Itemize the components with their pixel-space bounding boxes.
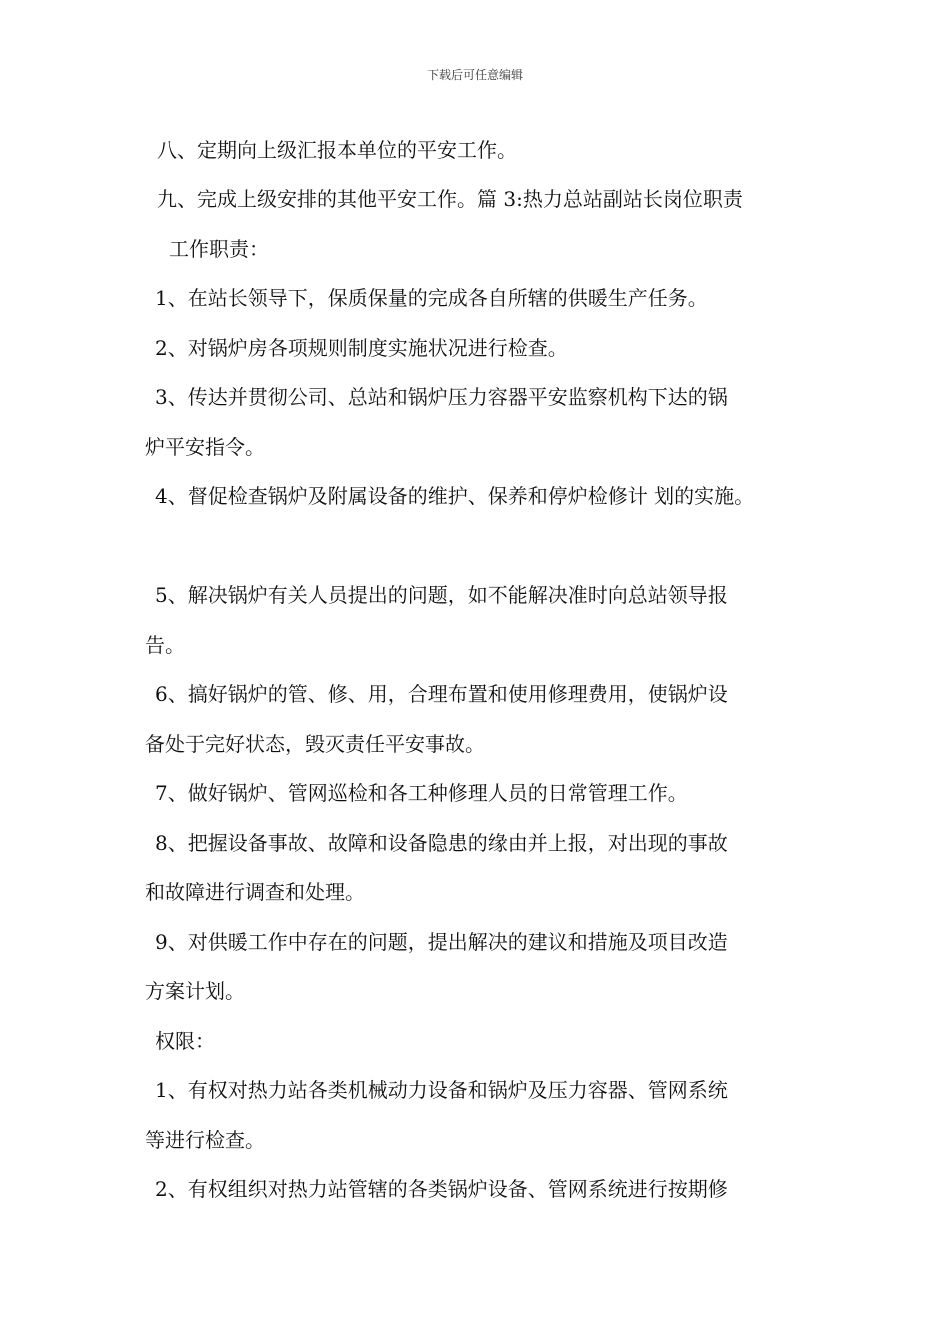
text-line: 炉平安指令。 [145,435,265,459]
text-line: 备处于完好状态，毁灭责任平安事故。 [145,732,485,756]
text-line: 1、有权对热力站各类机械动力设备和锅炉及压力容器、管网系统 [155,1078,728,1102]
text-line: 九、完成上级安排的其他平安工作。篇 3:热力总站副站长岗位职责 [157,187,743,211]
text-line: 7、做好锅炉、管网巡检和各工种修理人员的日常管理工作。 [155,781,688,805]
text-line: 8、把握设备事故、故障和设备隐患的缘由并上报，对出现的事故 [155,831,728,855]
text-line: 9、对供暖工作中存在的问题，提出解决的建议和措施及项目改造 [155,930,728,954]
text-line: 工作职责： [169,237,269,261]
text-line: 等进行检查。 [145,1128,265,1152]
text-line: 方案计划。 [145,979,245,1003]
text-line: 6、搞好锅炉的管、修、用，合理布置和使用修理费用，使锅炉设 [155,682,728,706]
text-line: 八、定期向上级汇报本单位的平安工作。 [157,138,517,162]
text-line: 3、传达并贯彻公司、总站和锅炉压力容器平安监察机构下达的锅 [155,385,728,409]
text-line: 权限： [155,1029,215,1053]
text-line: 1、在站长领导下，保质保量的完成各自所辖的供暖生产任务。 [155,286,708,310]
text-line: 2、有权组织对热力站管辖的各类锅炉设备、管网系统进行按期修 [155,1177,728,1201]
text-line: 5、解决锅炉有关人员提出的问题，如不能解决准时向总站领导报 [155,583,728,607]
text-line: 4、督促检查锅炉及附属设备的维护、保养和停炉检修计 划的实施。 [155,484,755,508]
text-line: 2、对锅炉房各项规则制度实施状况进行检查。 [155,336,568,360]
text-line: 告。 [145,633,185,657]
text-line: 和故障进行调查和处理。 [145,880,365,904]
page-header: 下载后可任意编辑 [426,68,523,82]
